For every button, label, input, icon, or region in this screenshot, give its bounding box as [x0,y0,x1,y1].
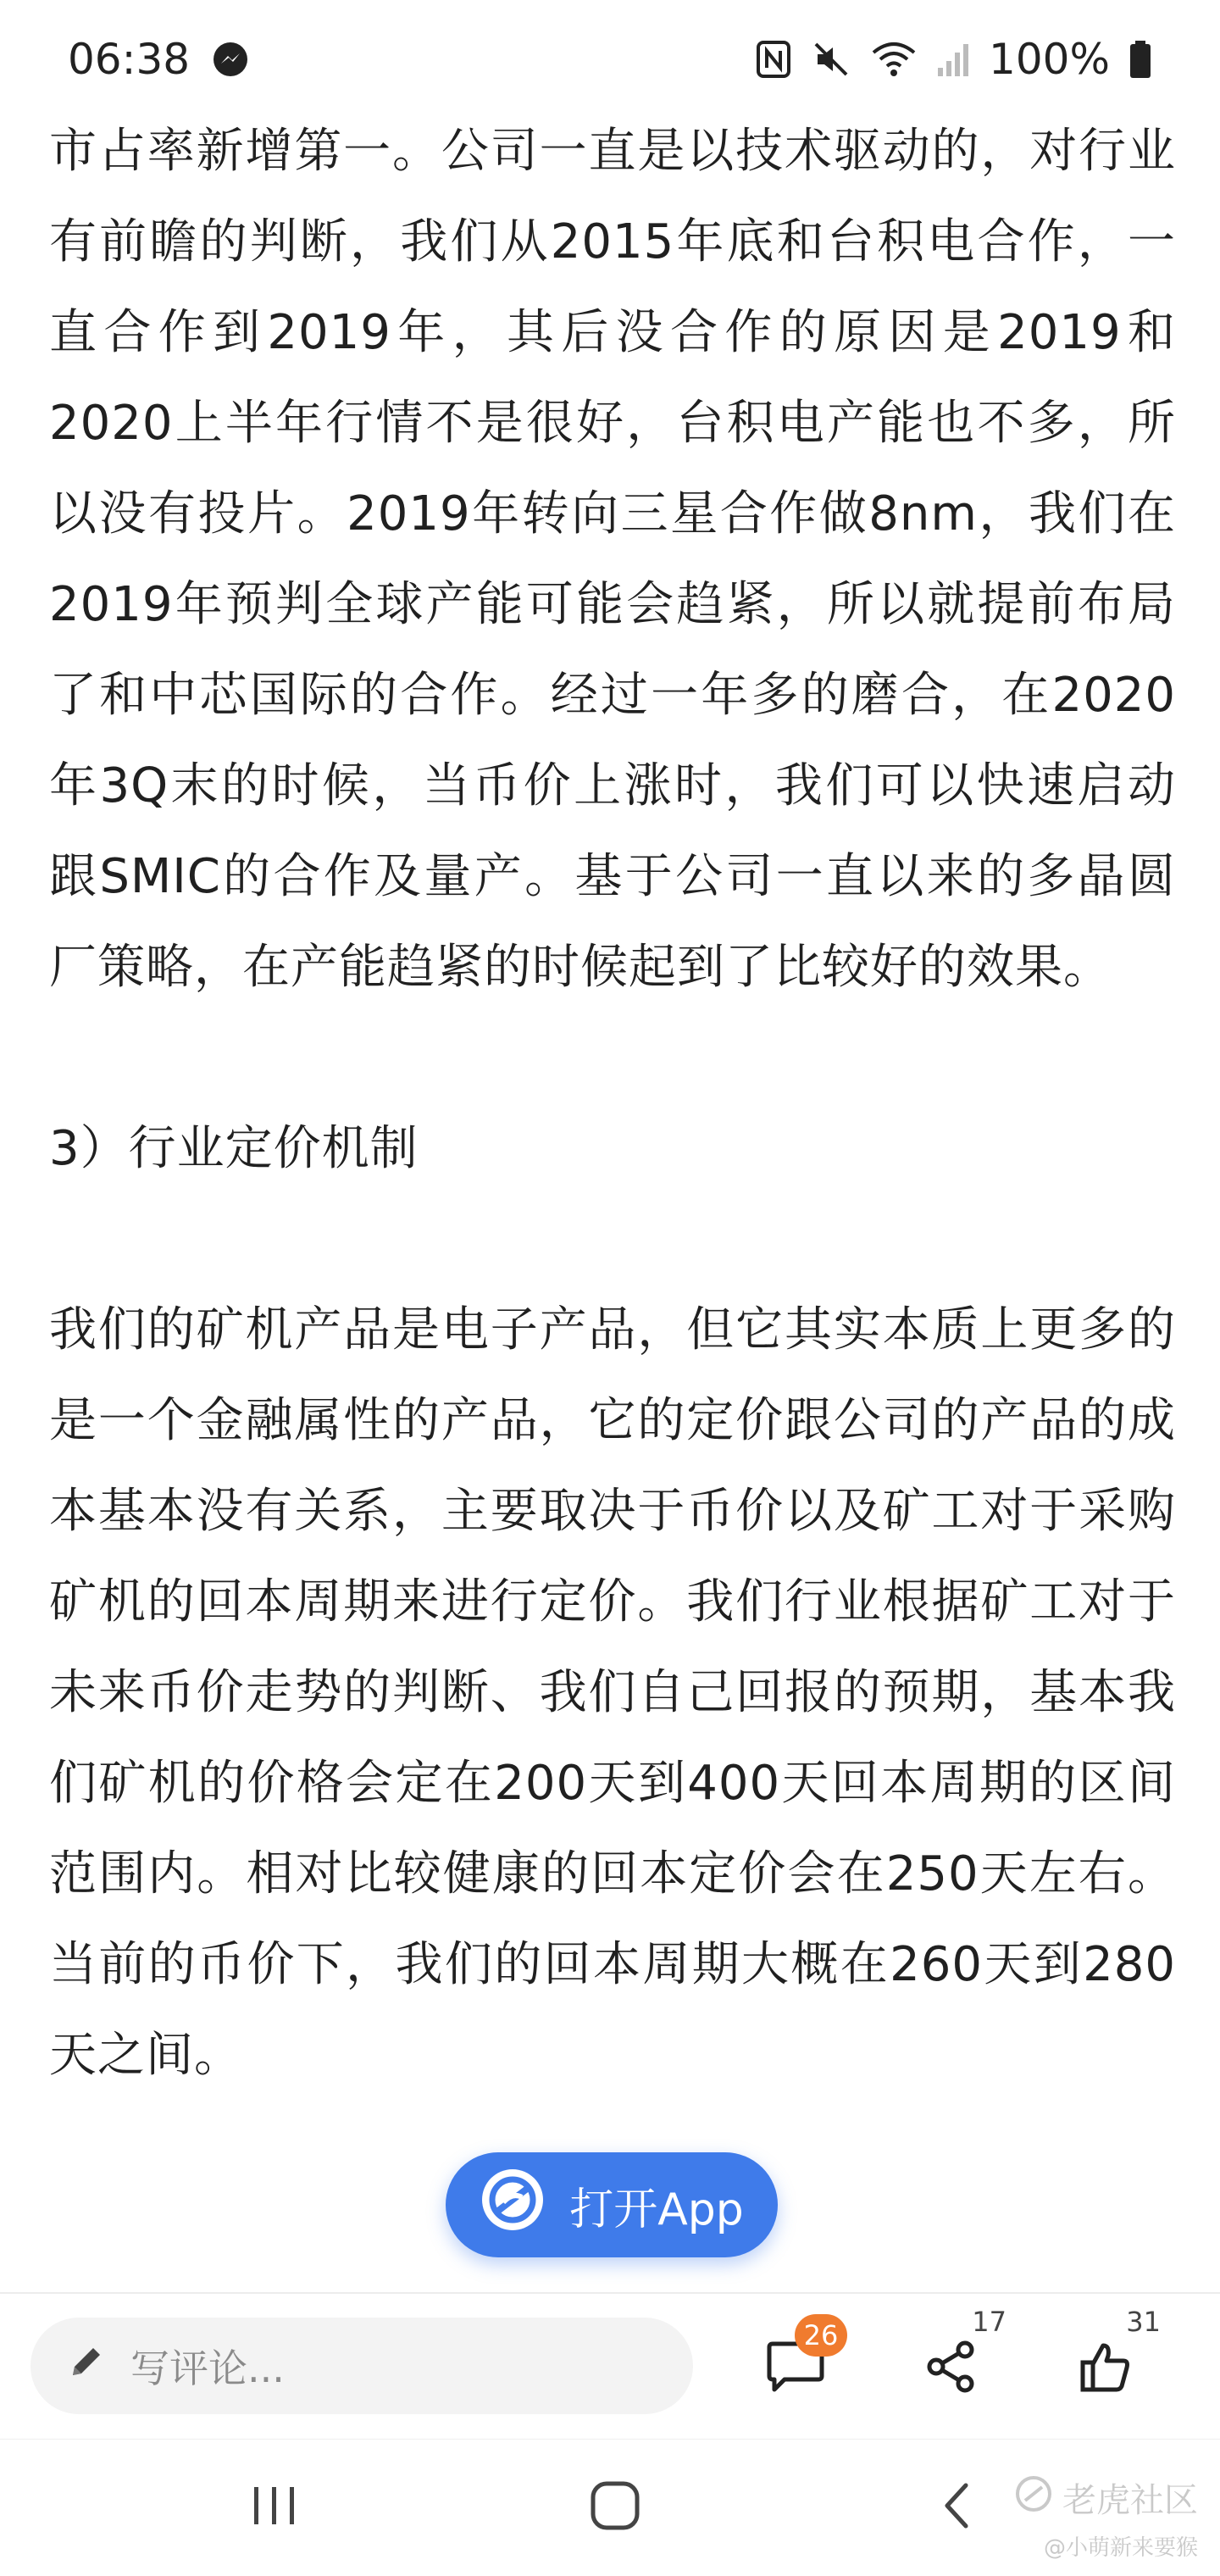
section-heading: 3）行业定价机制 [49,1121,419,1176]
back-chevron-icon [939,2480,973,2534]
open-app-button[interactable] [446,2152,778,2257]
status-bar [0,0,1220,119]
recent-apps-icon [249,2484,300,2531]
comment-placeholder: 写评论... [130,2346,285,2391]
article-paragraph: 市占率新增第一。公司一直是以技术驱动的，对行业有前瞻的判断，我们从2015年底和台积电合作，一直合作到2019年，其后没合作的原因是2019和2020上半年行情不是很好，台积电产能也不多，所以没有投片。2019年转向三星合作做8nm，我们在2019年预判全球产能可能会趋紧，所以就提前布局了和中芯国际的合作。经过一年多的磨合，在2020年3Q末的时候，当币价上涨时，我们可以快速启动跟SMIC的合作及量产。基于公司一直以来的多晶圆厂策略，在产能趋紧的时候起到了比较好的效果。 [49,124,1176,995]
watermark-logo-icon [1015,2475,1052,2521]
home-icon [588,2479,642,2536]
messenger-icon [212,41,249,78]
action-bar [0,2292,1220,2440]
nfc-icon [755,39,792,80]
article-body [49,106,1176,2101]
watermark-user: @小萌新来要猴 [1043,2535,1198,2561]
comment-count-badge: 26 [795,2314,847,2357]
recent-apps-button[interactable] [224,2473,325,2541]
watermark [1015,2473,1198,2562]
back-button[interactable] [905,2473,1006,2541]
mute-icon [811,39,851,80]
system-nav-bar [0,2439,1220,2576]
battery-percent: 100% [989,35,1110,84]
share-button[interactable] [905,2306,1006,2411]
watermark-brand: 老虎社区 [1062,2481,1198,2520]
like-count: 31 [1126,2306,1161,2338]
comments-button[interactable] [749,2319,842,2411]
status-time: 06:38 [68,35,191,84]
app-logo-icon [480,2167,546,2244]
pencil-icon [66,2341,107,2391]
home-button[interactable] [564,2473,666,2541]
wifi-icon [870,39,918,80]
battery-icon [1128,39,1152,80]
like-button[interactable] [1059,2306,1161,2411]
share-count: 17 [972,2306,1006,2338]
share-icon [924,2340,979,2397]
open-app-label: 打开App [569,2184,744,2235]
article-paragraph: 我们的矿机产品是电子产品，但它其实本质上更多的是一个金融属性的产品，它的定价跟公司的产品的成本基本没有关系，主要取决于币价以及矿工对于采购矿机的回本周期来进行定价。我们行业根据矿工对于未来币价走势的判断、我们自己回报的预期，基本我们矿机的价格会定在200天到400天回本周期的区间范围内。相对比较健康的回本定价会在250天左右。当前的币价下，我们的回本周期大概在260天到280天之间。 [49,1302,1176,2083]
comment-input[interactable] [30,2318,693,2414]
thumbs-up-icon [1078,2339,1134,2398]
signal-icon [936,41,970,78]
